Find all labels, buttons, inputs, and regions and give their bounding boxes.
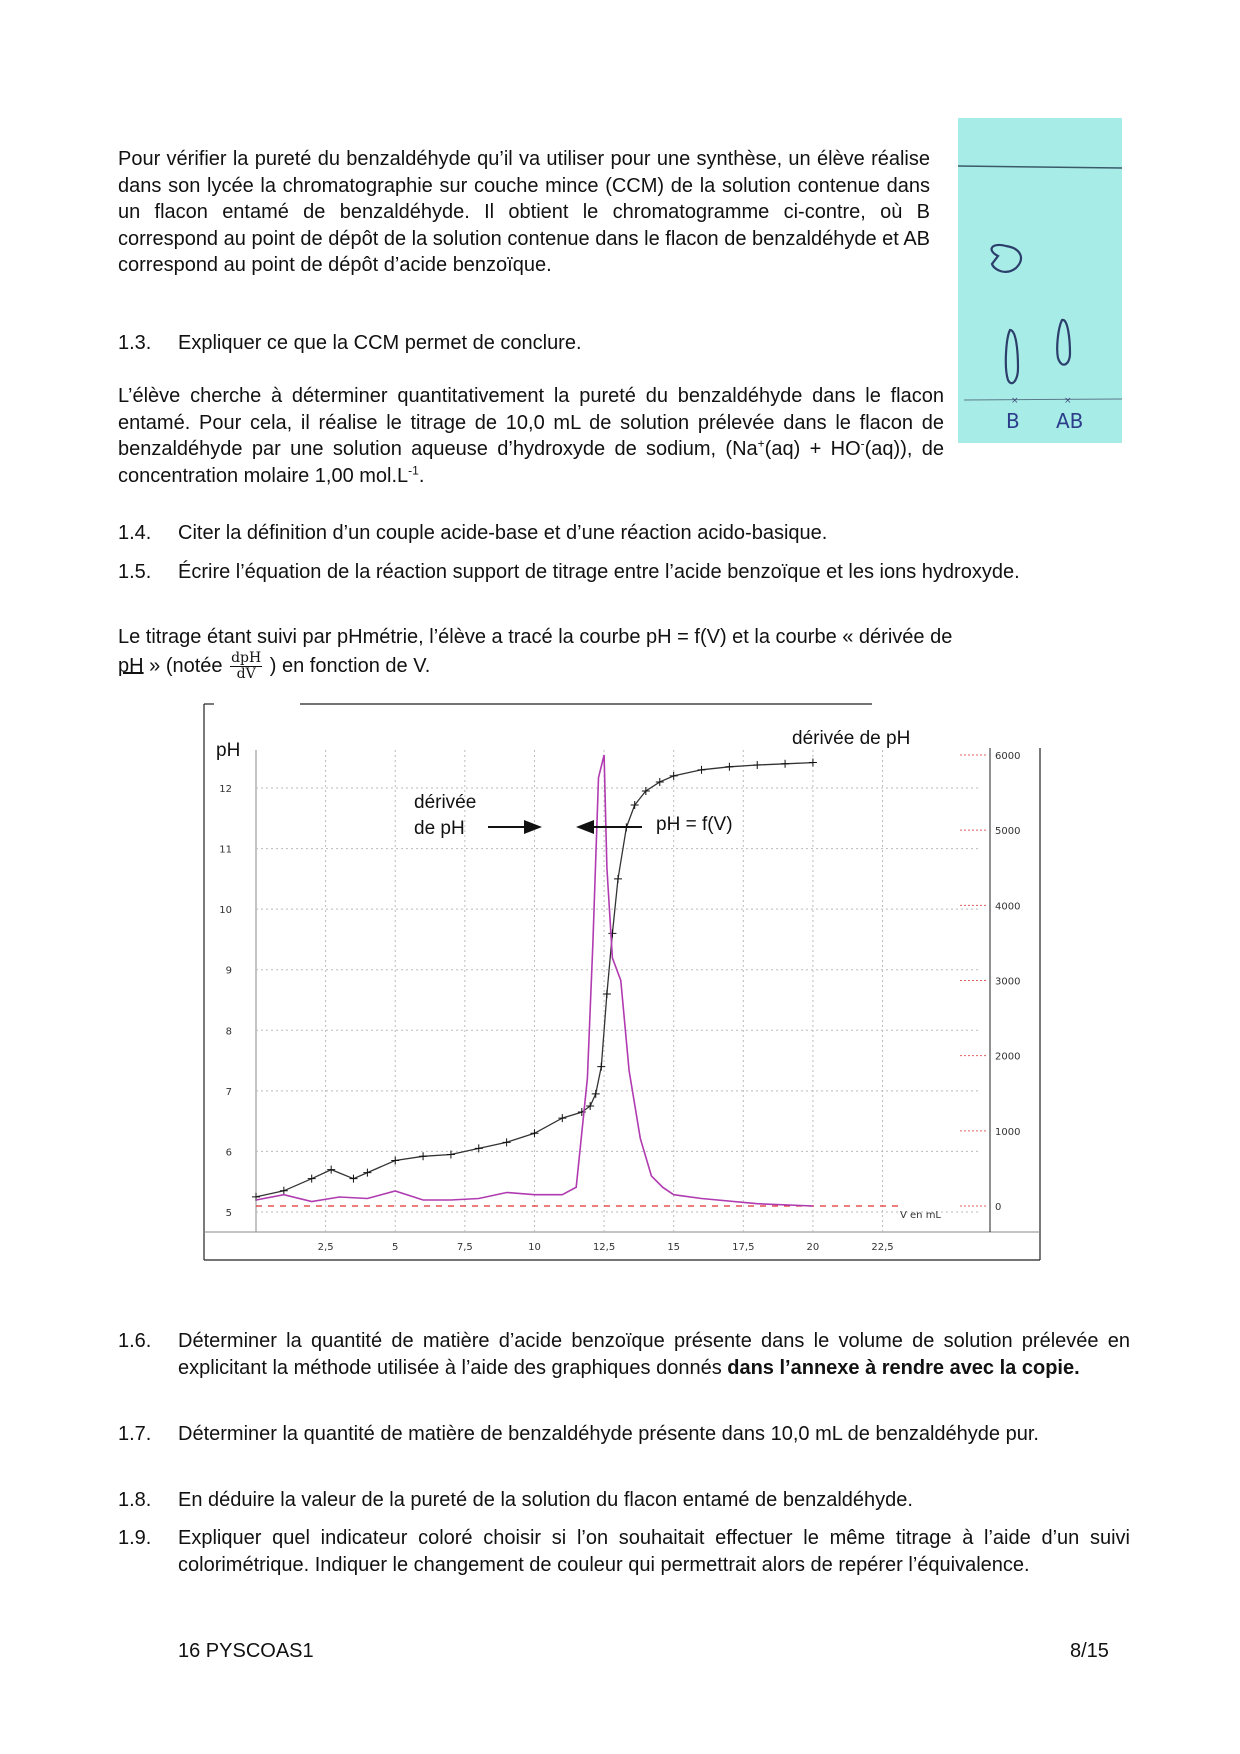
x-axis-label: V en mL xyxy=(900,1210,942,1221)
intro-paragraph: Pour vérifier la pureté du benzaldéhyde qu’il va utiliser pour une synthèse, un élève réalise dans son lycée la chromatographie sur couche mince (CCM) de la solution contenue dans un flacon entamé de benzaldéhyde. Il obtient le chromatogramme ci-contre, où B correspond au point de dépôt de la solution contenue dans le flacon de benzaldéhyde et AB correspond au point de dépôt d’acide benzoïque. xyxy=(118,148,930,276)
question-1-4 xyxy=(118,520,1130,547)
y-left-tick-label: 5 xyxy=(225,1208,232,1219)
y-left-tick-label: 12 xyxy=(219,784,232,795)
question-1-5 xyxy=(118,559,1130,586)
question-number: 1.7. xyxy=(118,1423,152,1445)
ph-data-point xyxy=(363,1169,371,1177)
question-text: Expliquer quel indicateur coloré choisir si l’on souhaitait effectuer le même titrage à l’aide d’un suivi colorimétrique. Indiquer le changement de couleur qui permettrait alors de repérer l’équivalence. xyxy=(178,1527,1130,1576)
y-left-tick-label: 7 xyxy=(225,1086,232,1098)
ph-data-point xyxy=(530,1129,538,1137)
ph-data-point xyxy=(447,1150,455,1158)
graph-intro-paragraph: Le titrage étant suivi par pHmétrie, l’élève a tracé la courbe pH = f(V) et la courbe « dérivée de pH » (notée $\frac{\text{dpH}}{dV}$ ) en fonction de V. xyxy=(118,626,953,682)
ph-data-point xyxy=(327,1166,335,1174)
dph-dv-fraction: $\frac{\text{dpH}}{dV}$ xyxy=(231,649,262,682)
y-right-tick-label: 0 xyxy=(995,1202,1002,1213)
ph-data-point xyxy=(280,1187,288,1195)
x-tick-label: 22,5 xyxy=(871,1242,894,1253)
ccm-spot-b xyxy=(1006,330,1018,383)
ccm-cross-ab: × xyxy=(1064,396,1072,406)
y-right-tick-label: 5000 xyxy=(995,826,1021,838)
x-tick-label: 17,5 xyxy=(732,1242,755,1253)
ph-data-point xyxy=(608,929,616,937)
ccm-cross-b: × xyxy=(1011,396,1019,406)
question-number: 1.9. xyxy=(118,1527,152,1549)
footer-code: 16 PYSCOAS1 xyxy=(178,1640,314,1662)
question-number: 1.8. xyxy=(118,1489,152,1511)
question-number: 1.5. xyxy=(118,561,152,583)
y-left-tick-label: 11 xyxy=(219,844,232,856)
annotation-derivee-line2: de pH xyxy=(414,818,465,839)
y-right-tick-label: 2000 xyxy=(995,1051,1021,1063)
y-right-tick-label: 3000 xyxy=(995,976,1021,988)
question-number: 1.3. xyxy=(118,332,152,354)
y-left-tick-label: 9 xyxy=(225,965,232,977)
question-text: En déduire la valeur de la pureté de la solution du flacon entamé de benzaldéhyde. xyxy=(178,1489,913,1511)
x-tick-label: 10 xyxy=(528,1242,541,1253)
annotation-derivee-line1: dérivée xyxy=(414,792,477,813)
x-tick-label: 20 xyxy=(806,1242,820,1253)
ph-data-point xyxy=(419,1152,427,1160)
question-text: Déterminer la quantité de matière d’acide benzoïque présente dans le volume de solution prélevée en explicitant la méthode utilisée à l’aide des graphiques donnés xyxy=(178,1330,1130,1379)
footer-page-number: 8/15 xyxy=(1070,1640,1109,1662)
ph-data-point xyxy=(597,1063,605,1071)
x-tick-label: 7,5 xyxy=(456,1242,473,1253)
x-tick-label: 2,5 xyxy=(317,1242,334,1253)
ph-data-point xyxy=(781,760,789,768)
annotation-ph-arrow-head xyxy=(576,820,594,834)
y-left-tick-label: 6 xyxy=(225,1147,232,1159)
ph-data-point xyxy=(698,766,706,774)
ph-data-point xyxy=(656,778,664,786)
left-axis-label: pH xyxy=(216,740,241,761)
titration-chart xyxy=(200,700,1060,1270)
ph-data-point xyxy=(614,875,622,883)
x-tick-label: 12,5 xyxy=(592,1242,616,1253)
question-1-3 xyxy=(118,330,918,357)
question-number: 1.4. xyxy=(118,522,152,544)
question-text: Déterminer la quantité de matière de benzaldéhyde présente dans 10,0 mL de benzaldéhyde pur. xyxy=(178,1423,1039,1445)
y-right-tick-label: 4000 xyxy=(995,901,1021,913)
question-1-6 xyxy=(118,1328,1130,1381)
ccm-label-b: B xyxy=(1006,409,1020,433)
x-tick-label: 15 xyxy=(667,1242,681,1253)
question-number: 1.6. xyxy=(118,1330,152,1352)
y-left-tick-label: 8 xyxy=(225,1026,232,1038)
question-text: Expliquer ce que la CCM permet de conclure. xyxy=(178,332,582,354)
question-bold-text: dans l’annexe à rendre avec la copie. xyxy=(727,1356,1080,1379)
ph-data-point xyxy=(753,761,761,769)
question-1-9 xyxy=(118,1525,1130,1578)
ph-data-point xyxy=(308,1175,316,1183)
ccm-drawing xyxy=(958,118,1122,443)
ph-data-point xyxy=(558,1114,566,1122)
x-tick-label: 5 xyxy=(392,1242,399,1253)
ccm-spot-ab xyxy=(1057,320,1070,365)
ph-data-point xyxy=(349,1175,357,1183)
ph-data-point xyxy=(391,1157,399,1165)
ph-data-point xyxy=(670,772,678,780)
ccm-label-ab: AB xyxy=(1056,409,1084,433)
titration-paragraph: L’élève cherche à déterminer quantitativement la pureté du benzaldéhyde dans le flacon entamé. Pour cela, il réalise le titrage de 10,0 mL de solution prélevée dans le flacon de benzaldéhyde par une solution aqueuse d’hydroxyde de sodium, (Na+(aq) + HO-(aq)), de concentration molaire 1,00 $mol.L^{-1}$. xyxy=(118,385,945,487)
annotation-derivee-arrow-head xyxy=(524,820,542,834)
y-right-tick-label: 6000 xyxy=(995,751,1021,762)
question-1-8 xyxy=(118,1487,1130,1514)
ccm-spot-top xyxy=(992,245,1021,272)
annotation-ph-curve: pH = f(V) xyxy=(656,814,733,835)
ph-data-point xyxy=(809,759,817,767)
question-text: Écrire l’équation de la réaction support de titrage entre l’acide benzoïque et les ions hydroxyde. xyxy=(178,561,1020,583)
question-1-7 xyxy=(118,1421,1130,1448)
question-text: Citer la définition d’un couple acide-base et d’une réaction acido-basique. xyxy=(178,522,828,544)
y-left-tick-label: 10 xyxy=(219,905,232,917)
ccm-chromatogram xyxy=(958,118,1122,443)
right-axis-label: dérivée de pH xyxy=(792,728,911,749)
titration-chart-svg xyxy=(200,700,1060,1270)
y-right-tick-label: 1000 xyxy=(995,1126,1021,1138)
ph-data-point xyxy=(725,763,733,771)
ph-data-point xyxy=(503,1138,511,1146)
